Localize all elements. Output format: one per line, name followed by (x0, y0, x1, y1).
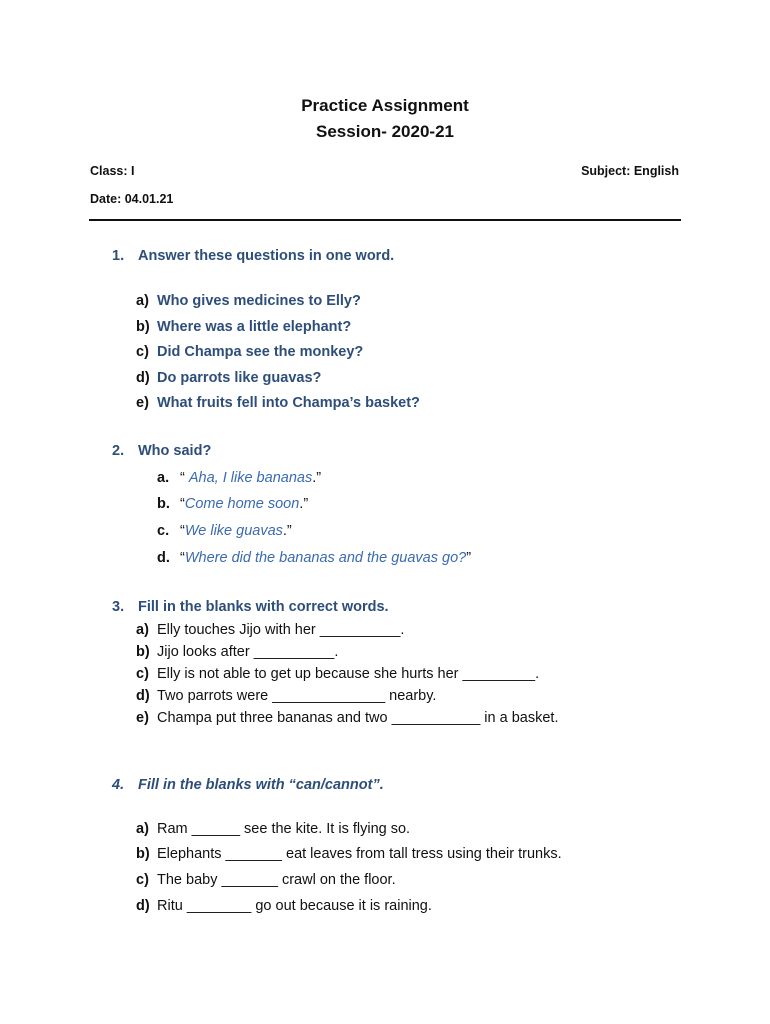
question-1-heading (112, 248, 394, 264)
question-number: 4. (112, 777, 125, 793)
item-text: The baby _______ crawl on the floor. (157, 872, 396, 888)
close-quote: .” (282, 523, 292, 539)
item-marker: c) (136, 872, 149, 888)
question-number: 1. (112, 248, 125, 264)
question-text: Answer these questions in one word. (138, 248, 395, 264)
item-marker: d) (136, 688, 150, 704)
item-marker: e) (136, 395, 149, 411)
item-marker: c) (136, 344, 149, 360)
item-text: Champa put three bananas and two ___________ in a basket. (157, 710, 559, 726)
item-text: Ram ______ see the kite. It is flying so. (157, 821, 411, 837)
item-text: Where was a little elephant? (157, 319, 352, 335)
item-marker: c. (157, 523, 170, 539)
item-marker: b) (136, 846, 150, 862)
list-item (136, 344, 363, 360)
item-marker: a) (136, 821, 149, 837)
question-2-heading (112, 443, 211, 459)
session-title: Session- 2020-21 (316, 122, 454, 141)
list-item (136, 666, 539, 682)
item-marker: d) (136, 370, 150, 386)
list-item (136, 710, 558, 726)
subject-label: Subject: English (581, 164, 679, 178)
list-item (136, 688, 436, 704)
item-text: Jijo looks after __________. (157, 644, 339, 660)
item-marker: b) (136, 644, 150, 660)
item-text: Elly is not able to get up because she hurts her _________. (157, 666, 540, 682)
quote-text: Where did the bananas and the guavas go? (184, 550, 467, 566)
quote-text: Come home soon (184, 496, 300, 512)
item-text: Two parrots were ______________ nearby. (157, 688, 437, 704)
item-marker: a. (157, 470, 170, 486)
item-text: Who gives medicines to Elly? (157, 293, 361, 309)
question-number: 2. (112, 443, 125, 459)
item-text: Elephants _______ eat leaves from tall tress using their trunks. (157, 846, 562, 862)
item-marker: c) (136, 666, 149, 682)
class-label: Class: I (90, 164, 135, 178)
quote-text: We like guavas (184, 523, 283, 539)
item-text: Did Champa see the monkey? (157, 344, 364, 360)
open-quote: “ (180, 496, 185, 512)
item-marker: e) (136, 710, 149, 726)
item-marker: d. (157, 550, 170, 566)
open-quote: “ (180, 523, 185, 539)
date-label: Date: 04.01.21 (90, 192, 174, 206)
item-marker: a) (136, 622, 149, 638)
open-quote: “ (180, 470, 189, 486)
item-marker: d) (136, 898, 150, 914)
question-4-heading (112, 777, 384, 793)
page-title: Practice Assignment (301, 96, 469, 115)
item-text: Ritu ________ go out because it is raining. (157, 898, 432, 914)
close-quote: .” (312, 470, 322, 486)
header-divider (89, 219, 681, 221)
question-3-heading (112, 599, 389, 615)
list-item (136, 898, 432, 914)
list-item (136, 395, 420, 411)
list-item (136, 293, 361, 309)
quote-item (157, 496, 308, 512)
close-quote: ” (466, 550, 472, 566)
list-item (136, 821, 410, 837)
item-text: What fruits fell into Champa’s basket? (157, 395, 420, 411)
quote-text: Aha, I like bananas (188, 470, 313, 486)
open-quote: “ (180, 550, 185, 566)
question-number: 3. (112, 599, 125, 615)
list-item (136, 644, 338, 660)
question-text: Fill in the blanks with “can/cannot”. (138, 777, 384, 793)
question-text: Who said? (138, 443, 212, 459)
quote-item (157, 550, 471, 566)
list-item (136, 319, 351, 335)
close-quote: .” (299, 496, 309, 512)
item-text: Elly touches Jijo with her __________. (157, 622, 405, 638)
item-marker: b) (136, 319, 150, 335)
list-item (136, 622, 404, 638)
quote-item (157, 470, 321, 486)
list-item (136, 872, 396, 888)
list-item (136, 370, 321, 386)
item-text: Do parrots like guavas? (157, 370, 322, 386)
quote-item (157, 523, 292, 539)
question-text: Fill in the blanks with correct words. (138, 599, 389, 615)
list-item (136, 846, 562, 862)
item-marker: a) (136, 293, 149, 309)
item-marker: b. (157, 496, 170, 512)
